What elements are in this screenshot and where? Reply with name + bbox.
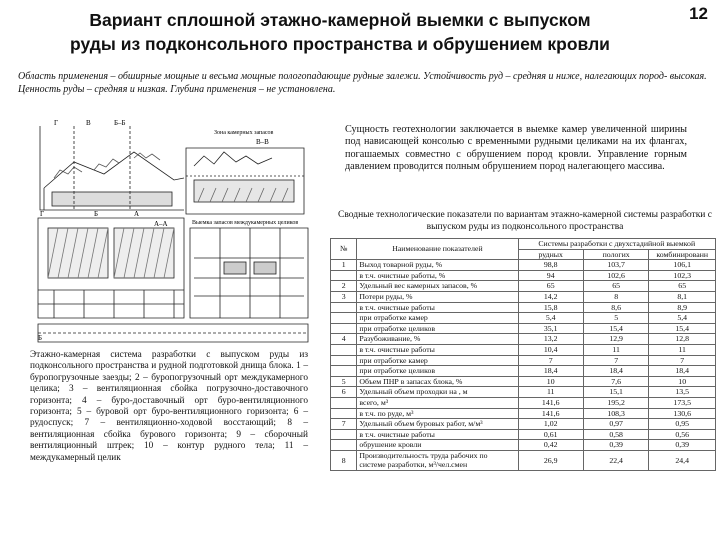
row-value: 11 xyxy=(583,344,649,355)
label-b1: Б xyxy=(94,210,99,218)
header-col-3: комбинированн xyxy=(649,249,716,260)
row-value: 7 xyxy=(518,355,583,366)
table-caption: Сводные технологические показатели по вариантам этажно-камерной системы разработки с выпуском руды из подконсольного пространства xyxy=(338,210,712,232)
row-number: 8 xyxy=(331,450,357,470)
label-g2: Г xyxy=(40,210,45,218)
row-value: 15,4 xyxy=(583,323,649,334)
row-number xyxy=(331,408,357,419)
row-value: 5,4 xyxy=(649,313,716,324)
row-value: 12,9 xyxy=(583,334,649,345)
row-value: 10,4 xyxy=(518,344,583,355)
row-name: Объем ПНР в запасах блока, % xyxy=(357,376,518,387)
row-number: 7 xyxy=(331,419,357,430)
label-bb1: Б–Б xyxy=(114,119,126,127)
row-number xyxy=(331,397,357,408)
table-header-row xyxy=(331,239,716,250)
row-name: Потери руды, % xyxy=(357,291,518,302)
row-value: 102,6 xyxy=(583,270,649,281)
table-row xyxy=(331,334,716,345)
table-row xyxy=(331,450,716,470)
row-name: при отработке камер xyxy=(357,313,518,324)
row-value: 24,4 xyxy=(649,450,716,470)
row-value: 10 xyxy=(649,376,716,387)
row-name: при отработке целиков xyxy=(357,366,518,377)
table-row xyxy=(331,313,716,324)
table-row xyxy=(331,355,716,366)
row-value: 0,58 xyxy=(583,429,649,440)
row-value: 11 xyxy=(649,344,716,355)
row-value: 18,4 xyxy=(518,366,583,377)
table-row xyxy=(331,440,716,451)
row-value: 130,6 xyxy=(649,408,716,419)
table-row xyxy=(331,429,716,440)
note-top: Зона камерных запасов xyxy=(214,130,274,136)
table-row xyxy=(331,376,716,387)
row-name: в т.ч. очистные работы xyxy=(357,302,518,313)
row-value: 13,2 xyxy=(518,334,583,345)
row-number xyxy=(331,429,357,440)
row-number xyxy=(331,302,357,313)
row-number xyxy=(331,366,357,377)
table-row xyxy=(331,419,716,430)
label-g1: Г xyxy=(54,119,59,127)
row-value: 15,4 xyxy=(649,323,716,334)
row-value: 65 xyxy=(583,281,649,292)
row-value: 15,1 xyxy=(583,387,649,398)
row-name: Удельный объем проходки на , м xyxy=(357,387,518,398)
row-name: в т.ч. очистные работы, % xyxy=(357,270,518,281)
title-line-2: руды из подконсольного пространства и обрушением кровли xyxy=(70,34,610,54)
row-name: Производительность труда рабочих по системе разработки, м³/чел.смен xyxy=(357,450,518,470)
row-value: 35,1 xyxy=(518,323,583,334)
row-value: 15,8 xyxy=(518,302,583,313)
row-value: 12,8 xyxy=(649,334,716,345)
row-value: 14,2 xyxy=(518,291,583,302)
figure-description: Этажно-камерная система разработки с выпуском руды из подконсольного пространства и рудной подготовкой днища блока. 1 – буропогрузочные заезды; 2 – буропогрузочный орт междукамерного целика; 3 – вентиляционная сбойка погрузочно-доставочного горизонта; 4 – буро-доставочный орт буро-вентиляционного горизонта; 5 – буровой орт буро-вентиляционного горизонта; 6 – рудоспуск; 7 – вентиляционно-ходовой восстающий; 8 – вентиляционная сбойка бурового горизонта; 9 – сборочный вентиляционный штрек; 10 – контур рудного тела; 11 – междукамерный целик xyxy=(30,350,308,463)
row-number: 5 xyxy=(331,376,357,387)
row-value: 7 xyxy=(583,355,649,366)
row-number: 6 xyxy=(331,387,357,398)
row-name: Выход товарной руды, % xyxy=(357,260,518,271)
row-name: всего, м³ xyxy=(357,397,518,408)
row-value: 65 xyxy=(649,281,716,292)
row-number xyxy=(331,270,357,281)
row-name: при отработке камер xyxy=(357,355,518,366)
header-name: Наименование показателей xyxy=(357,239,518,260)
row-value: 8,6 xyxy=(583,302,649,313)
row-value: 98,8 xyxy=(518,260,583,271)
essence-text: Сущность геотехнологии заключается в выемке камер увеличенной ширины под нависающей консолью с временными рудными целиками на их флангах, погашаемых совместно с обрушением пород кровли. Управление горным давлением проводится полным обрушением пород налегающего массива. xyxy=(345,124,687,173)
row-number xyxy=(331,313,357,324)
table-body xyxy=(331,260,716,471)
row-value: 7 xyxy=(649,355,716,366)
row-value: 1,02 xyxy=(518,419,583,430)
table-row xyxy=(331,344,716,355)
row-value: 8,9 xyxy=(649,302,716,313)
row-value: 26,9 xyxy=(518,450,583,470)
section-v-v xyxy=(186,148,304,214)
row-name: Удельный вес камерных запасов, % xyxy=(357,281,518,292)
row-number xyxy=(331,344,357,355)
row-value: 0,61 xyxy=(518,429,583,440)
table-row xyxy=(331,387,716,398)
mining-scheme-drawing xyxy=(34,118,314,346)
row-value: 0,95 xyxy=(649,419,716,430)
row-value: 5 xyxy=(583,313,649,324)
row-value: 141,6 xyxy=(518,397,583,408)
section-a-a xyxy=(38,218,184,318)
row-name: Разубоживание, % xyxy=(357,334,518,345)
label-aa: А–А xyxy=(154,220,168,228)
table-row xyxy=(331,366,716,377)
table-row xyxy=(331,323,716,334)
row-number: 2 xyxy=(331,281,357,292)
table-row xyxy=(331,302,716,313)
table-row xyxy=(331,270,716,281)
table-row xyxy=(331,260,716,271)
row-value: 0,39 xyxy=(583,440,649,451)
note-bottom: Выемка запасов междукамерных целиков xyxy=(192,220,299,226)
row-value: 173,5 xyxy=(649,397,716,408)
label-b2: Б xyxy=(38,334,43,342)
header-no: № xyxy=(331,239,357,260)
row-name: обрушение кровли xyxy=(357,440,518,451)
row-value: 141,6 xyxy=(518,408,583,419)
row-name: Удельный объем буровых работ, м/м³ xyxy=(357,419,518,430)
table-row xyxy=(331,281,716,292)
row-value: 8 xyxy=(583,291,649,302)
row-value: 22,4 xyxy=(583,450,649,470)
row-name: в т.ч. очистные работы xyxy=(357,344,518,355)
section-bottom xyxy=(38,324,308,342)
row-value: 0,42 xyxy=(518,440,583,451)
row-number xyxy=(331,355,357,366)
application-area-text: Область применения – обширные мощные и весьма мощные пологопадающие рудные залежи. Устойчивость руд – средняя и ниже, налегающих пород- высокая. Ценность руды – средняя и низкая. Глубина применения – не установлена. xyxy=(18,71,707,95)
row-value: 18,4 xyxy=(649,366,716,377)
row-value: 108,3 xyxy=(583,408,649,419)
row-value: 65 xyxy=(518,281,583,292)
row-value: 0,97 xyxy=(583,419,649,430)
row-value: 195,2 xyxy=(583,397,649,408)
slide-title xyxy=(20,8,660,56)
row-number: 3 xyxy=(331,291,357,302)
section-plan xyxy=(190,228,308,318)
row-number: 4 xyxy=(331,334,357,345)
section-b-b xyxy=(40,126,184,210)
row-value: 11 xyxy=(518,387,583,398)
label-v1: В xyxy=(86,119,91,127)
header-group: Системы разработки с двухстадийной выемкой xyxy=(518,239,716,250)
title-line-1: Вариант сплошной этажно-камерной выемки с выпуском xyxy=(89,10,591,30)
row-name: в т.ч. по руде, м³ xyxy=(357,408,518,419)
row-number xyxy=(331,323,357,334)
row-value: 0,39 xyxy=(649,440,716,451)
label-a: А xyxy=(134,210,140,218)
row-value: 102,3 xyxy=(649,270,716,281)
row-value: 7,6 xyxy=(583,376,649,387)
header-col-1: рудных xyxy=(518,249,583,260)
row-value: 18,4 xyxy=(583,366,649,377)
row-value: 5,4 xyxy=(518,313,583,324)
row-value: 106,1 xyxy=(649,260,716,271)
row-name: в т.ч. очистные работы xyxy=(357,429,518,440)
header-col-2: пологих xyxy=(583,249,649,260)
row-value: 0,56 xyxy=(649,429,716,440)
row-value: 13,5 xyxy=(649,387,716,398)
row-name: при отработке целиков xyxy=(357,323,518,334)
row-value: 94 xyxy=(518,270,583,281)
row-number xyxy=(331,440,357,451)
row-value: 103,7 xyxy=(583,260,649,271)
table-row xyxy=(331,408,716,419)
label-vv: В–В xyxy=(256,138,269,146)
row-value: 8,1 xyxy=(649,291,716,302)
row-value: 10 xyxy=(518,376,583,387)
table-row xyxy=(331,397,716,408)
slide-number: 12 xyxy=(689,4,708,23)
table-row xyxy=(331,291,716,302)
row-number: 1 xyxy=(331,260,357,271)
indicators-table xyxy=(330,238,716,471)
